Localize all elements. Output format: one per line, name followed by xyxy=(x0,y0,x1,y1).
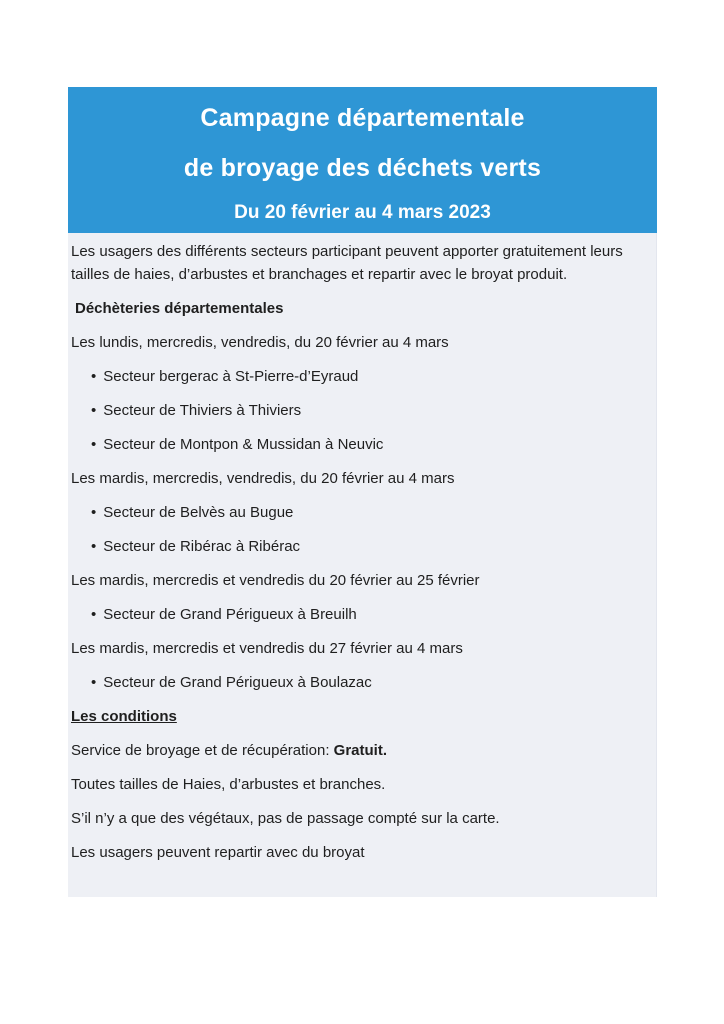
paragraph: Les lundis, mercredis, vendredis, du 20 février au 4 mars xyxy=(71,334,449,351)
paragraph: Les usagers des différents secteurs participant peuvent apporter gratuitement leurs tailles de haies, d’arbustes et branchages et repartir avec le broyat produit. xyxy=(71,243,623,283)
document-body xyxy=(68,233,657,897)
bullet-list-item xyxy=(71,399,648,422)
paragraph-text: Service de broyage et de récupération: xyxy=(71,742,334,759)
title-line-2: de broyage des déchets verts xyxy=(183,154,542,182)
paragraph: Les mardis, mercredis et vendredis du 20 février au 25 février xyxy=(71,572,480,589)
bullet-list-item xyxy=(71,535,648,558)
paragraph: S’il n’y a que des végétaux, pas de passage compté sur la carte. xyxy=(71,810,500,827)
bullet-icon: • xyxy=(91,674,97,691)
bullet-text: Secteur de Thiviers à Thiviers xyxy=(103,402,302,419)
bullet-text: Secteur de Grand Périgueux à Boulazac xyxy=(103,674,372,691)
bullet-icon: • xyxy=(91,606,97,623)
paragraph: Les mardis, mercredis, vendredis, du 20 février au 4 mars xyxy=(71,470,455,487)
paragraph: Toutes tailles de Haies, d’arbustes et branches. xyxy=(71,776,386,793)
paragraph: Les usagers peuvent repartir avec du broyat xyxy=(71,844,365,861)
paragraph: Les mardis, mercredis et vendredis du 27 février au 4 mars xyxy=(71,640,463,657)
paragraph xyxy=(71,739,648,762)
flyer xyxy=(68,87,657,897)
paragraph-bold-text: Gratuit. xyxy=(333,742,388,759)
bullet-icon: • xyxy=(91,402,97,419)
bullet-icon: • xyxy=(91,538,97,555)
section-heading: Déchèteries départementales xyxy=(75,300,284,317)
bullet-list-item xyxy=(71,433,648,456)
bullet-text: Secteur de Ribérac à Ribérac xyxy=(103,538,301,555)
bullet-icon: • xyxy=(91,504,97,521)
bullet-text: Secteur de Belvès au Bugue xyxy=(103,504,294,521)
bullet-icon: • xyxy=(91,368,97,385)
header-banner xyxy=(68,87,657,233)
bullet-icon: • xyxy=(91,436,97,453)
bullet-list-item xyxy=(71,671,648,694)
bullet-list-item xyxy=(71,603,648,626)
section-heading: Les conditions xyxy=(71,708,177,725)
date-line: Du 20 février au 4 mars 2023 xyxy=(234,202,491,223)
title-line-1: Campagne départementale xyxy=(200,104,525,132)
bullet-text: Secteur bergerac à St-Pierre-d’Eyraud xyxy=(103,368,359,385)
bullet-text: Secteur de Montpon & Mussidan à Neuvic xyxy=(103,436,384,453)
bullet-list-item xyxy=(71,365,648,388)
bullet-list-item xyxy=(71,501,648,524)
bullet-text: Secteur de Grand Périgueux à Breuilh xyxy=(103,606,357,623)
